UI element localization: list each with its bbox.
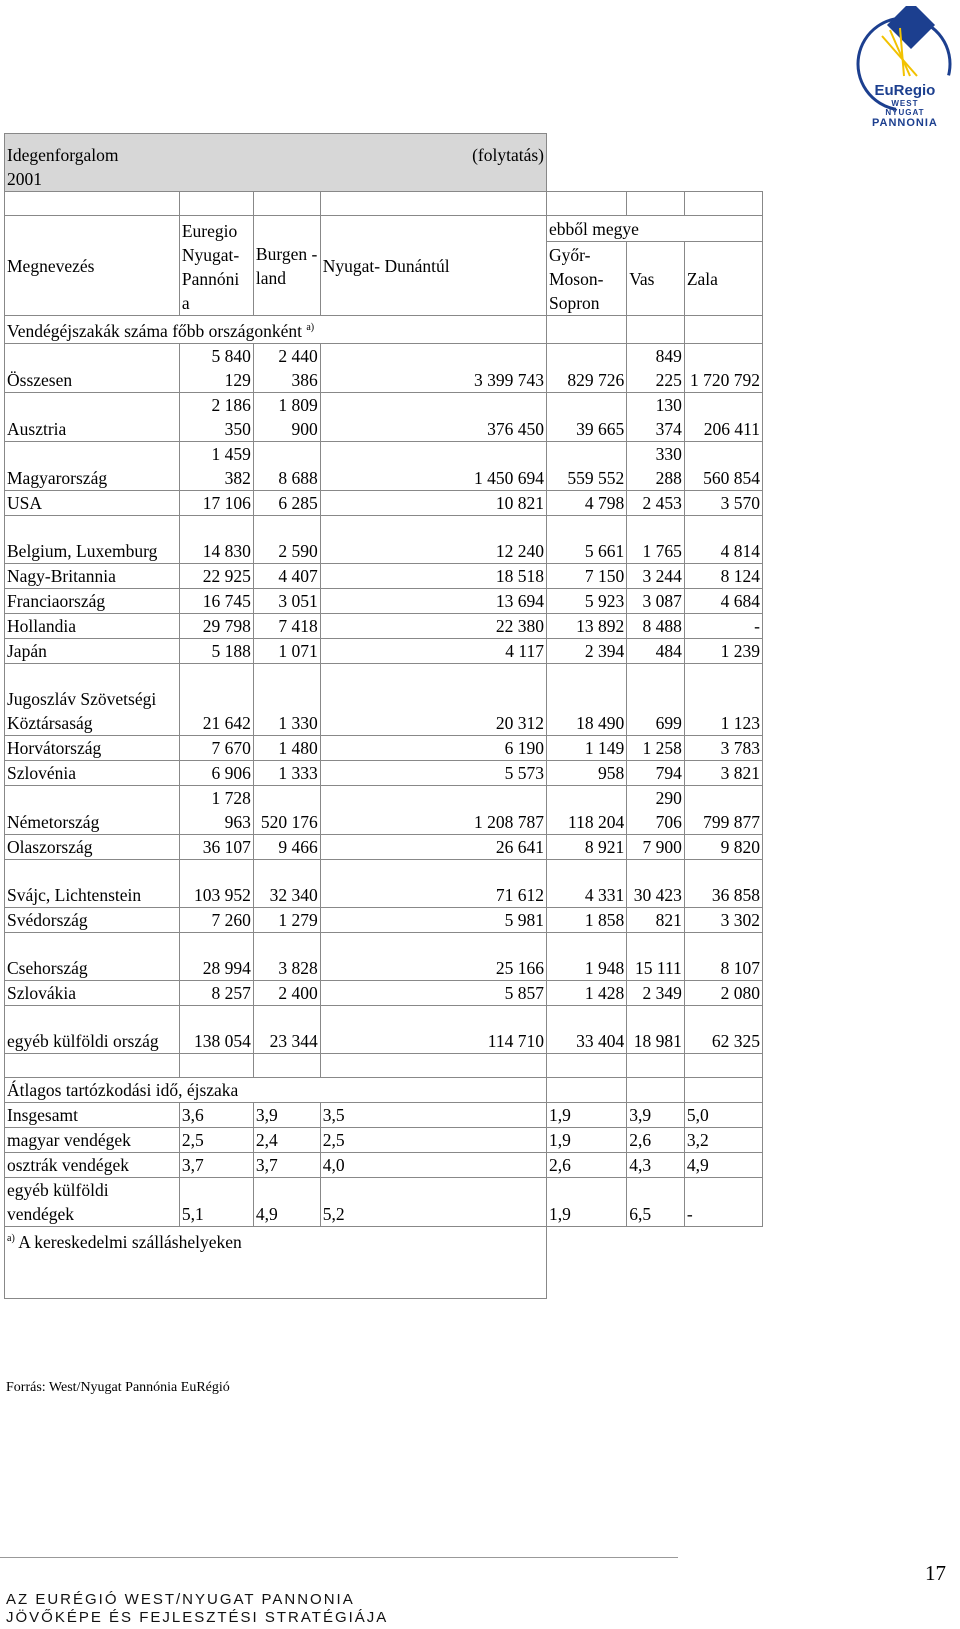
title-continued: (folytatás) — [472, 145, 544, 165]
nights-row — [5, 760, 763, 785]
nights-label: Németország — [5, 785, 180, 834]
nights-label: Svédország — [5, 907, 180, 932]
nights-cell: 1 208 787 — [320, 785, 546, 834]
nights-label: Szlovákia — [5, 980, 180, 1005]
nights-cell: 5 857 — [320, 980, 546, 1005]
nights-cell: 3 302 — [684, 907, 762, 932]
nights-cell: 829 726 — [547, 343, 627, 392]
nights-cell: 7 260 — [179, 907, 253, 932]
nights-cell: 8 107 — [684, 932, 762, 980]
nights-cell: 30 423 — [627, 859, 685, 907]
stay-cell: 3,9 — [253, 1102, 320, 1127]
nights-cell: 9 466 — [253, 834, 320, 859]
nights-cell: 13 892 — [547, 613, 627, 638]
section-nights-title — [5, 316, 547, 344]
nights-cell: 2 394 — [547, 638, 627, 663]
nights-cell: 8 257 — [179, 980, 253, 1005]
stay-cell: 2,6 — [547, 1152, 627, 1177]
header-euregio: Euregio Nyugat-Pannóni a — [179, 216, 253, 316]
nights-cell: 1 279 — [253, 907, 320, 932]
stay-cell: 5,1 — [179, 1177, 253, 1226]
nights-label: USA — [5, 490, 180, 515]
stay-row — [5, 1152, 763, 1177]
nights-cell: 1 239 — [684, 638, 762, 663]
nights-row — [5, 392, 763, 441]
nights-cell: 2 080 — [684, 980, 762, 1005]
nights-row — [5, 343, 763, 392]
stay-cell: - — [684, 1177, 762, 1226]
nights-cell: 138 054 — [179, 1005, 253, 1053]
nights-cell: 20 312 — [320, 663, 546, 735]
nights-cell: 1 809 900 — [253, 392, 320, 441]
nights-cell: 4 814 — [684, 515, 762, 563]
stay-cell: 4,9 — [253, 1177, 320, 1226]
nights-cell: 3 399 743 — [320, 343, 546, 392]
stay-row — [5, 1127, 763, 1152]
title-year: 2001 — [7, 169, 42, 189]
nights-label: Összesen — [5, 343, 180, 392]
section-nights-label: Vendégéjszakák száma főbb országonként — [7, 320, 302, 341]
tourism-table — [4, 133, 763, 1299]
nights-cell: 1 480 — [253, 735, 320, 760]
footnote-mark: a) — [7, 1232, 15, 1244]
nights-cell: 7 418 — [253, 613, 320, 638]
nights-cell: 821 — [627, 907, 685, 932]
nights-cell: 7 900 — [627, 834, 685, 859]
nights-cell: 3 087 — [627, 588, 685, 613]
nights-label: Belgium, Luxemburg — [5, 515, 180, 563]
nights-cell: 7 150 — [547, 563, 627, 588]
nights-row — [5, 490, 763, 515]
nights-cell: 29 798 — [179, 613, 253, 638]
nights-cell: 22 380 — [320, 613, 546, 638]
stay-row — [5, 1102, 763, 1127]
nights-cell: 71 612 — [320, 859, 546, 907]
header-gyor-moson-sopron: Győr- Moson- Sopron — [547, 242, 627, 316]
nights-cell: 114 710 — [320, 1005, 546, 1053]
nights-cell: 33 404 — [547, 1005, 627, 1053]
nights-cell: 4 117 — [320, 638, 546, 663]
stay-cell: 3,6 — [179, 1102, 253, 1127]
nights-label: Franciaország — [5, 588, 180, 613]
nights-cell: 1 149 — [547, 735, 627, 760]
nights-cell: 484 — [627, 638, 685, 663]
nights-cell: 16 745 — [179, 588, 253, 613]
nights-cell: 4 684 — [684, 588, 762, 613]
nights-cell: 62 325 — [684, 1005, 762, 1053]
nights-cell: 8 488 — [627, 613, 685, 638]
nights-cell: 4 798 — [547, 490, 627, 515]
nights-cell: 36 858 — [684, 859, 762, 907]
nights-cell: 3 570 — [684, 490, 762, 515]
stay-cell: 3,7 — [253, 1152, 320, 1177]
nights-row — [5, 980, 763, 1005]
nights-cell: 1 948 — [547, 932, 627, 980]
nights-cell: 4 331 — [547, 859, 627, 907]
nights-row — [5, 1005, 763, 1053]
stay-cell: 4,3 — [627, 1152, 685, 1177]
nights-cell: 330 288 — [627, 441, 685, 490]
header-nyugat-dunantul: Nyugat- Dunántúl — [320, 216, 546, 316]
section-note-mark: a) — [306, 322, 315, 333]
nights-row — [5, 907, 763, 932]
nights-cell: 3 828 — [253, 932, 320, 980]
nights-cell: 4 407 — [253, 563, 320, 588]
nights-cell: 1 428 — [547, 980, 627, 1005]
stay-cell: 1,9 — [547, 1127, 627, 1152]
nights-cell: 290 706 — [627, 785, 685, 834]
nights-label: Svájc, Lichtenstein — [5, 859, 180, 907]
source-note: Forrás: West/Nyugat Pannónia EuRégió — [6, 1380, 230, 1395]
nights-cell: 25 166 — [320, 932, 546, 980]
nights-cell: 376 450 — [320, 392, 546, 441]
nights-cell: 1 728 963 — [179, 785, 253, 834]
logo-text — [872, 82, 938, 129]
nights-cell: - — [684, 613, 762, 638]
footer-line2: JÖVŐKÉPE ÉS FEJLESZTÉSI STRATÉGIÁJA — [6, 1609, 389, 1626]
nights-cell: 2 453 — [627, 490, 685, 515]
nights-cell: 26 641 — [320, 834, 546, 859]
nights-cell: 5 923 — [547, 588, 627, 613]
nights-cell: 130 374 — [627, 392, 685, 441]
nights-cell: 5 661 — [547, 515, 627, 563]
nights-row — [5, 638, 763, 663]
nights-row — [5, 515, 763, 563]
nights-cell: 559 552 — [547, 441, 627, 490]
nights-cell: 1 720 792 — [684, 343, 762, 392]
logo-line2: NYUGAT — [885, 108, 925, 117]
stay-cell: 2,5 — [179, 1127, 253, 1152]
nights-cell: 36 107 — [179, 834, 253, 859]
nights-row — [5, 588, 763, 613]
nights-cell: 103 952 — [179, 859, 253, 907]
footer-text — [6, 1591, 388, 1627]
nights-cell: 3 244 — [627, 563, 685, 588]
nights-row — [5, 735, 763, 760]
nights-cell: 6 190 — [320, 735, 546, 760]
nights-cell: 6 906 — [179, 760, 253, 785]
nights-cell: 5 573 — [320, 760, 546, 785]
nights-cell: 3 051 — [253, 588, 320, 613]
stay-cell: 5,0 — [684, 1102, 762, 1127]
nights-cell: 9 820 — [684, 834, 762, 859]
nights-cell: 2 400 — [253, 980, 320, 1005]
nights-row — [5, 441, 763, 490]
nights-label: Hollandia — [5, 613, 180, 638]
header-vas: Vas — [627, 242, 685, 316]
nights-cell: 206 411 — [684, 392, 762, 441]
stay-cell: 2,5 — [320, 1127, 546, 1152]
nights-cell: 2 186 350 — [179, 392, 253, 441]
nights-cell: 17 106 — [179, 490, 253, 515]
stay-cell: 1,9 — [547, 1177, 627, 1226]
stay-cell: 3,9 — [627, 1102, 685, 1127]
logo-line1: WEST — [891, 99, 919, 108]
logo-brand: EuRegio — [874, 82, 936, 99]
nights-cell: 1 459 382 — [179, 441, 253, 490]
nights-cell: 32 340 — [253, 859, 320, 907]
nights-cell: 39 665 — [547, 392, 627, 441]
nights-cell: 1 858 — [547, 907, 627, 932]
nights-cell: 18 518 — [320, 563, 546, 588]
nights-cell: 794 — [627, 760, 685, 785]
nights-cell: 7 670 — [179, 735, 253, 760]
nights-cell: 8 124 — [684, 563, 762, 588]
stay-cell: 3,7 — [179, 1152, 253, 1177]
nights-cell: 23 344 — [253, 1005, 320, 1053]
footer-divider — [0, 1557, 678, 1558]
nights-label: Nagy-Britannia — [5, 563, 180, 588]
stay-cell: 5,2 — [320, 1177, 546, 1226]
stay-cell: 4,9 — [684, 1152, 762, 1177]
footer-line1: AZ EURÉGIÓ WEST/NYUGAT PANNONIA — [6, 1591, 355, 1608]
stay-cell: 1,9 — [547, 1102, 627, 1127]
nights-cell: 3 821 — [684, 760, 762, 785]
nights-cell: 14 830 — [179, 515, 253, 563]
nights-label: egyéb külföldi ország — [5, 1005, 180, 1053]
nights-cell: 12 240 — [320, 515, 546, 563]
nights-cell: 1 123 — [684, 663, 762, 735]
nights-cell: 13 694 — [320, 588, 546, 613]
logo-line3: PANNONIA — [872, 117, 938, 129]
stay-cell: 3,5 — [320, 1102, 546, 1127]
stay-label: egyéb külföldi vendégek — [5, 1177, 180, 1226]
nights-cell: 21 642 — [179, 663, 253, 735]
stay-label: magyar vendégek — [5, 1127, 180, 1152]
nights-cell: 560 854 — [684, 441, 762, 490]
stay-label: Insgesamt — [5, 1102, 180, 1127]
nights-label: Ausztria — [5, 392, 180, 441]
nights-cell: 22 925 — [179, 563, 253, 588]
nights-cell: 8 688 — [253, 441, 320, 490]
nights-cell: 10 821 — [320, 490, 546, 515]
nights-row — [5, 563, 763, 588]
nights-label: Magyarország — [5, 441, 180, 490]
nights-cell: 699 — [627, 663, 685, 735]
nights-cell: 8 921 — [547, 834, 627, 859]
nights-cell: 18 981 — [627, 1005, 685, 1053]
page-number: 17 — [925, 1561, 946, 1585]
nights-cell: 28 994 — [179, 932, 253, 980]
nights-cell: 15 111 — [627, 932, 685, 980]
header-ebbol: ebből megye — [547, 216, 763, 242]
nights-label: Csehország — [5, 932, 180, 980]
nights-cell: 1 330 — [253, 663, 320, 735]
nights-row — [5, 834, 763, 859]
stay-cell: 2,4 — [253, 1127, 320, 1152]
nights-cell: 1 765 — [627, 515, 685, 563]
nights-cell: 1 258 — [627, 735, 685, 760]
nights-cell: 18 490 — [547, 663, 627, 735]
nights-cell: 2 440 386 — [253, 343, 320, 392]
nights-cell: 1 071 — [253, 638, 320, 663]
nights-label: Horvátország — [5, 735, 180, 760]
section-stay-title: Átlagos tartózkodási idő, éjszaka — [5, 1077, 547, 1102]
nights-cell: 1 450 694 — [320, 441, 546, 490]
nights-cell: 958 — [547, 760, 627, 785]
header-zala: Zala — [684, 242, 762, 316]
nights-cell: 849 225 — [627, 343, 685, 392]
stay-label: osztrák vendégek — [5, 1152, 180, 1177]
footnote-text: A kereskedelmi szálláshelyeken — [18, 1231, 242, 1252]
header-burgenland: Burgen -land — [253, 216, 320, 316]
nights-label: Japán — [5, 638, 180, 663]
nights-cell: 3 783 — [684, 735, 762, 760]
nights-cell: 5 840 129 — [179, 343, 253, 392]
title-line1: Idegenforgalom — [7, 145, 119, 165]
nights-cell: 5 188 — [179, 638, 253, 663]
nights-cell: 1 333 — [253, 760, 320, 785]
nights-row — [5, 785, 763, 834]
nights-cell: 799 877 — [684, 785, 762, 834]
stay-cell: 4,0 — [320, 1152, 546, 1177]
nights-label: Jugoszláv Szövetségi Köztársaság — [5, 663, 180, 735]
nights-label: Szlovénia — [5, 760, 180, 785]
nights-cell: 2 349 — [627, 980, 685, 1005]
nights-cell: 6 285 — [253, 490, 320, 515]
nights-cell: 520 176 — [253, 785, 320, 834]
stay-cell: 6,5 — [627, 1177, 685, 1226]
nights-cell: 118 204 — [547, 785, 627, 834]
stay-row — [5, 1177, 763, 1226]
header-name: Megnevezés — [5, 216, 180, 316]
nights-row — [5, 663, 763, 735]
nights-row — [5, 859, 763, 907]
nights-row — [5, 613, 763, 638]
nights-cell: 2 590 — [253, 515, 320, 563]
nights-row — [5, 932, 763, 980]
nights-label: Olaszország — [5, 834, 180, 859]
stay-cell: 3,2 — [684, 1127, 762, 1152]
nights-cell: 5 981 — [320, 907, 546, 932]
footnote — [5, 1226, 547, 1298]
table-title — [5, 134, 547, 192]
stay-cell: 2,6 — [627, 1127, 685, 1152]
